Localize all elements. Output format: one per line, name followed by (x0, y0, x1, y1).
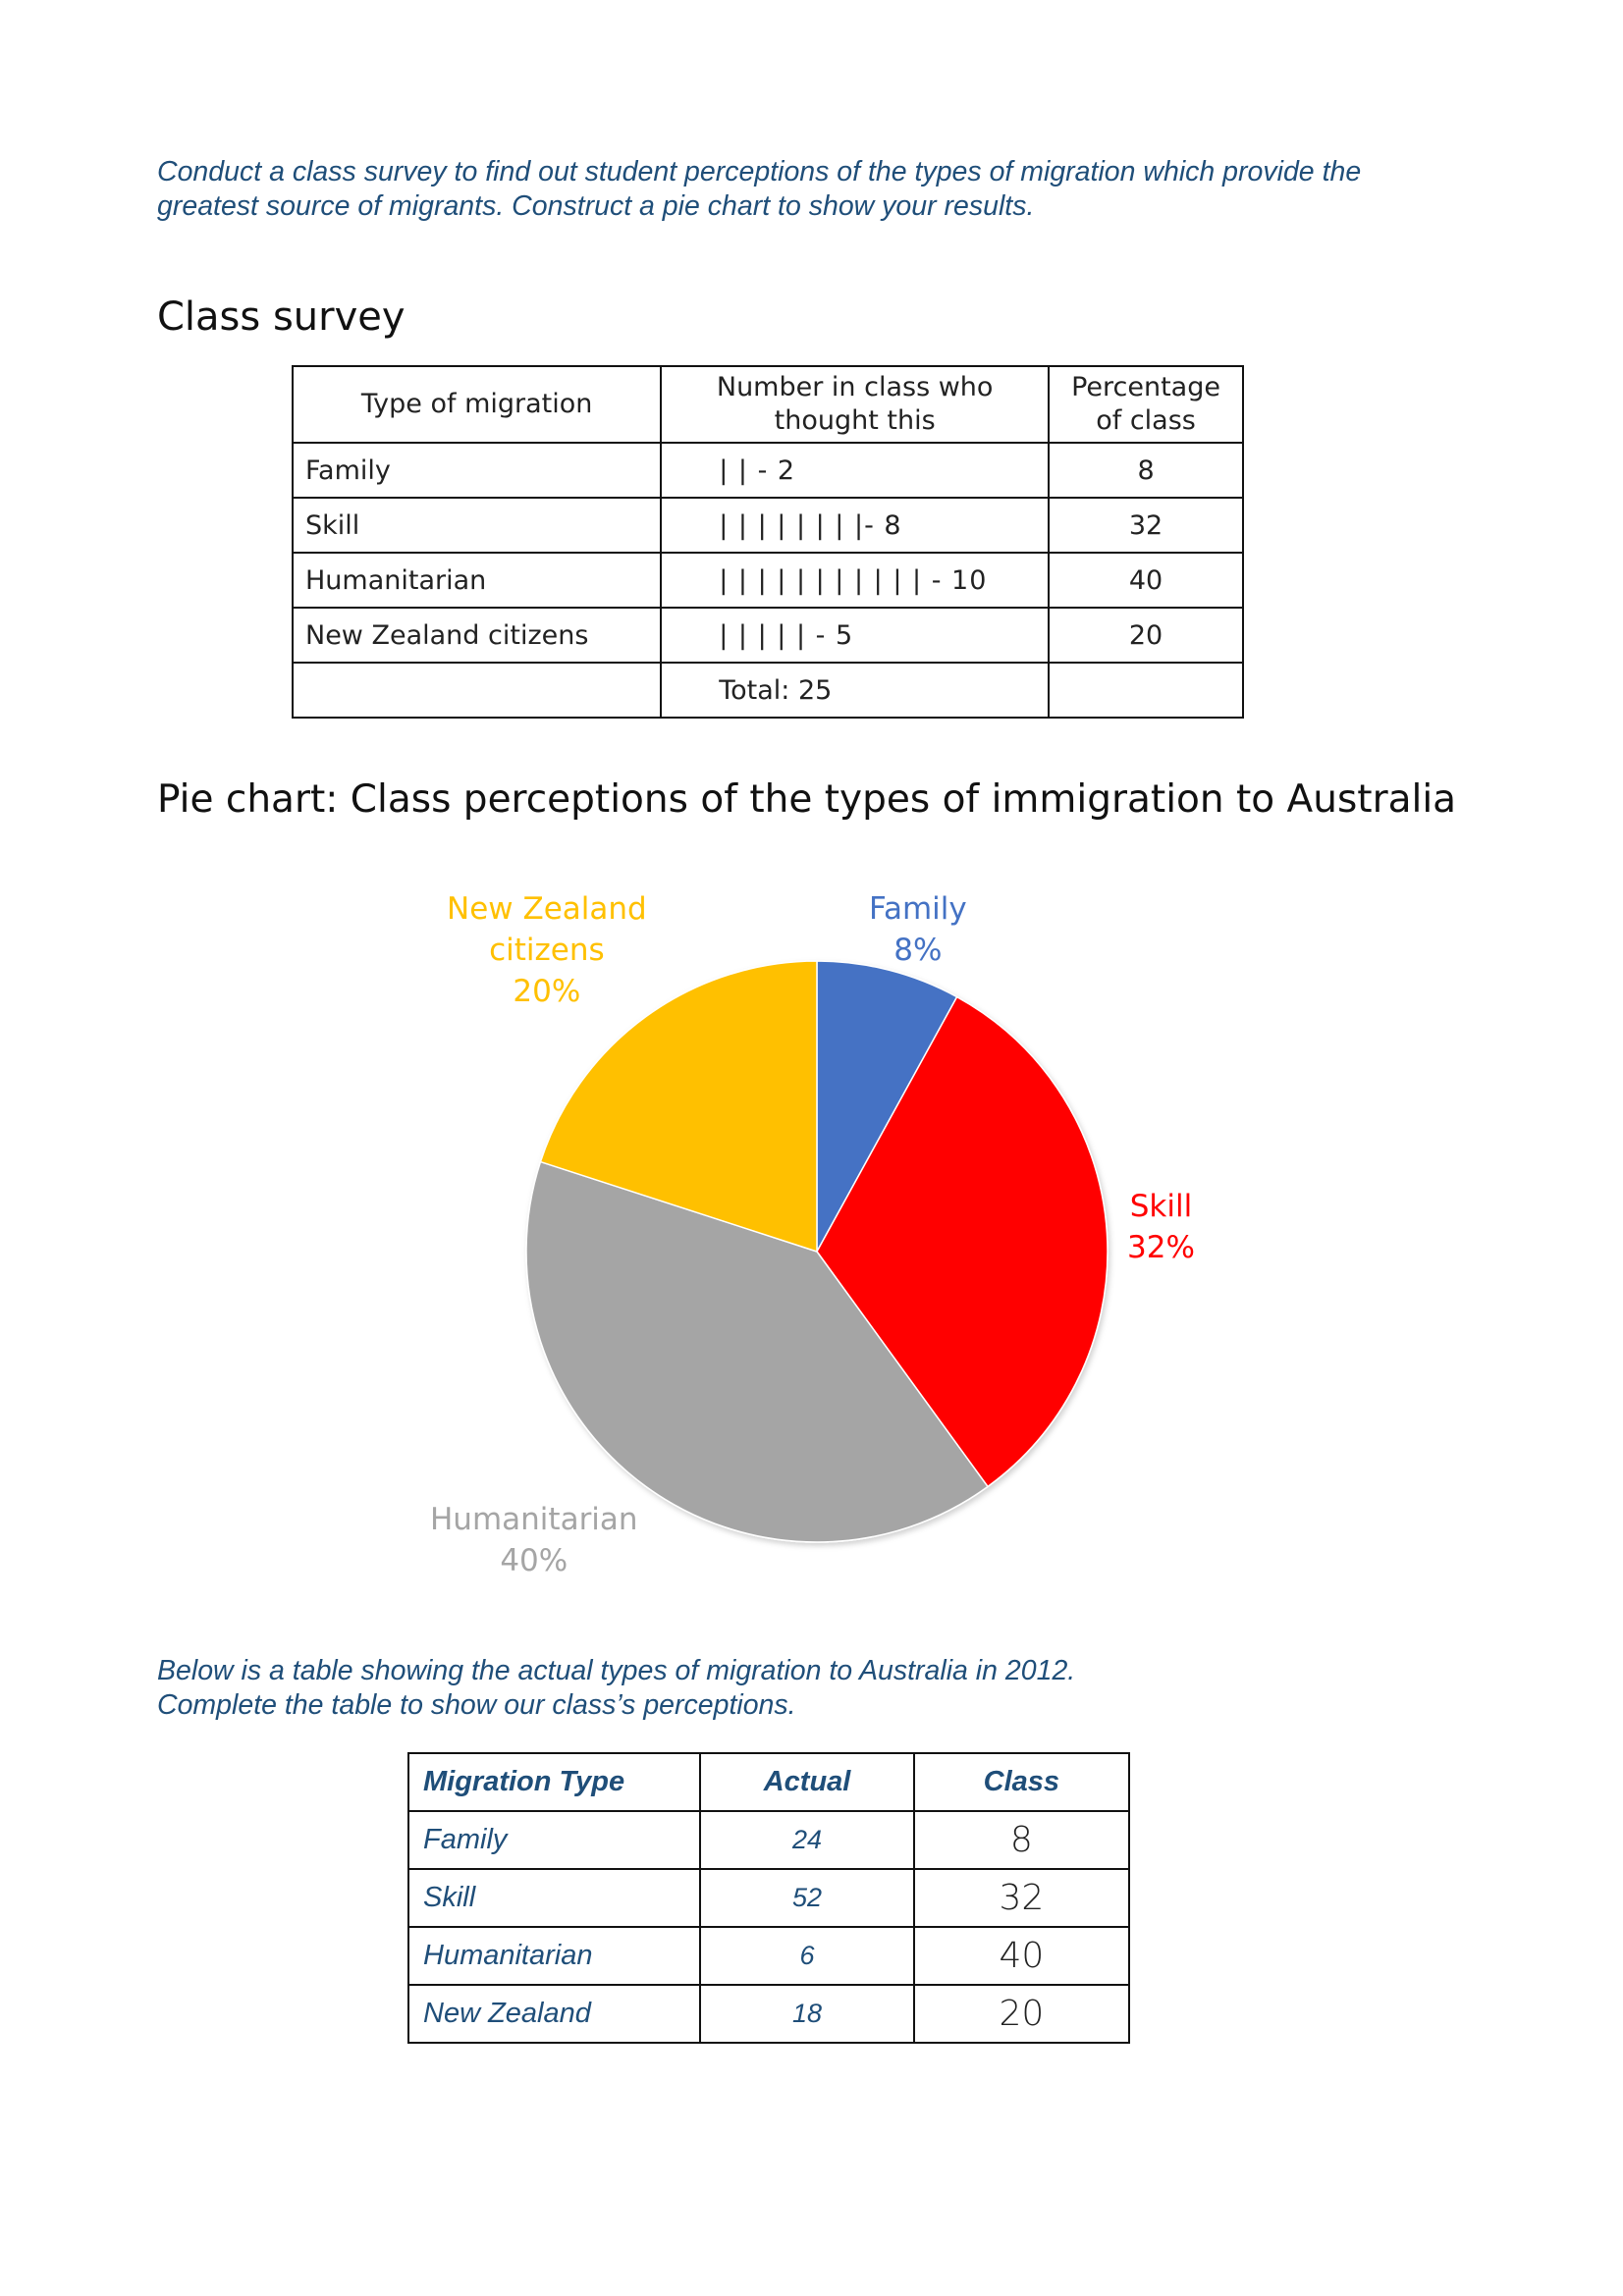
header-actual: Actual (700, 1753, 913, 1811)
migration-type-cell: Family (408, 1811, 700, 1869)
pie-label-new-zealand-pct: 20% (513, 974, 581, 1009)
migration-type-cell: New Zealand (408, 1985, 700, 2043)
migration-type-cell: Skill (408, 1869, 700, 1927)
pie-label-humanitarian (430, 1499, 638, 1581)
pie-label-humanitarian-pct: 40% (500, 1543, 568, 1578)
header-number-line-2: thought this (774, 405, 936, 436)
pie-label-skill-name: Skill (1129, 1189, 1193, 1224)
pie-label-humanitarian-name: Humanitarian (430, 1502, 638, 1537)
actual-cell: 52 (700, 1869, 913, 1927)
comparison-header-row (408, 1753, 1129, 1811)
tally-cell: | | | | | - 5 (661, 608, 1049, 663)
comparison-line-2: Complete the table to show our class’s perceptions. (157, 1689, 796, 1721)
intro-line-2: greatest source of migrants. Construct a pie chart to show your results. (157, 190, 1035, 222)
pie-label-family-name: Family (869, 891, 967, 927)
tally-cell: | | | | | | | |- 8 (661, 498, 1049, 553)
type-cell: Humanitarian (293, 553, 661, 608)
percentage-cell: 32 (1049, 498, 1243, 553)
table-row (408, 1869, 1129, 1927)
tally-cell: | | - 2 (661, 443, 1049, 498)
pie-label-family (869, 888, 967, 971)
class-cell: 40 (914, 1927, 1129, 1985)
percentage-cell: 8 (1049, 443, 1243, 498)
comparison-instructions (157, 1654, 1512, 1723)
table-row (408, 1985, 1129, 2043)
pie-chart-heading: Pie chart: Class perceptions of the types of immigration to Australia (157, 777, 1457, 822)
tally-cell: | | | | | | | | | | | - 10 (661, 553, 1049, 608)
class-cell: 32 (914, 1869, 1129, 1927)
intro-line-1: Conduct a class survey to find out student perceptions of the types of migration which provide the (157, 156, 1362, 187)
pie-label-new-zealand-name-2: citizens (489, 933, 605, 968)
pie-label-family-pct: 8% (893, 933, 943, 968)
pie-label-new-zealand (447, 888, 647, 1012)
table-row (408, 1811, 1129, 1869)
comparison-line-1: Below is a table showing the actual types of migration to Australia in 2012. (157, 1655, 1076, 1686)
class-cell: 8 (914, 1811, 1129, 1869)
migration-type-cell: Humanitarian (408, 1927, 700, 1985)
table-row (408, 1927, 1129, 1985)
header-class: Class (914, 1753, 1129, 1811)
percentage-cell: 20 (1049, 608, 1243, 663)
total-cell: Total: 25 (661, 663, 1049, 718)
header-number-line-1: Number in class who (716, 372, 994, 402)
actual-cell: 6 (700, 1927, 913, 1985)
class-cell: 20 (914, 1985, 1129, 2043)
comparison-table (407, 1752, 1130, 2044)
pie-label-new-zealand-name: New Zealand (447, 891, 647, 927)
actual-cell: 18 (700, 1985, 913, 2043)
percentage-cell: 40 (1049, 553, 1243, 608)
header-migration-type: Migration Type (408, 1753, 700, 1811)
class-survey-heading: Class survey (157, 294, 406, 340)
actual-cell: 24 (700, 1811, 913, 1869)
header-percentage-line-1: Percentage (1071, 372, 1220, 402)
header-percentage-line-2: of class (1096, 405, 1196, 436)
type-cell: New Zealand citizens (293, 608, 661, 663)
pie-label-skill-pct: 32% (1127, 1230, 1195, 1265)
type-cell: Skill (293, 498, 661, 553)
header-type-of-migration: Type of migration (293, 366, 661, 443)
pie-label-skill (1127, 1186, 1195, 1268)
type-cell: Family (293, 443, 661, 498)
